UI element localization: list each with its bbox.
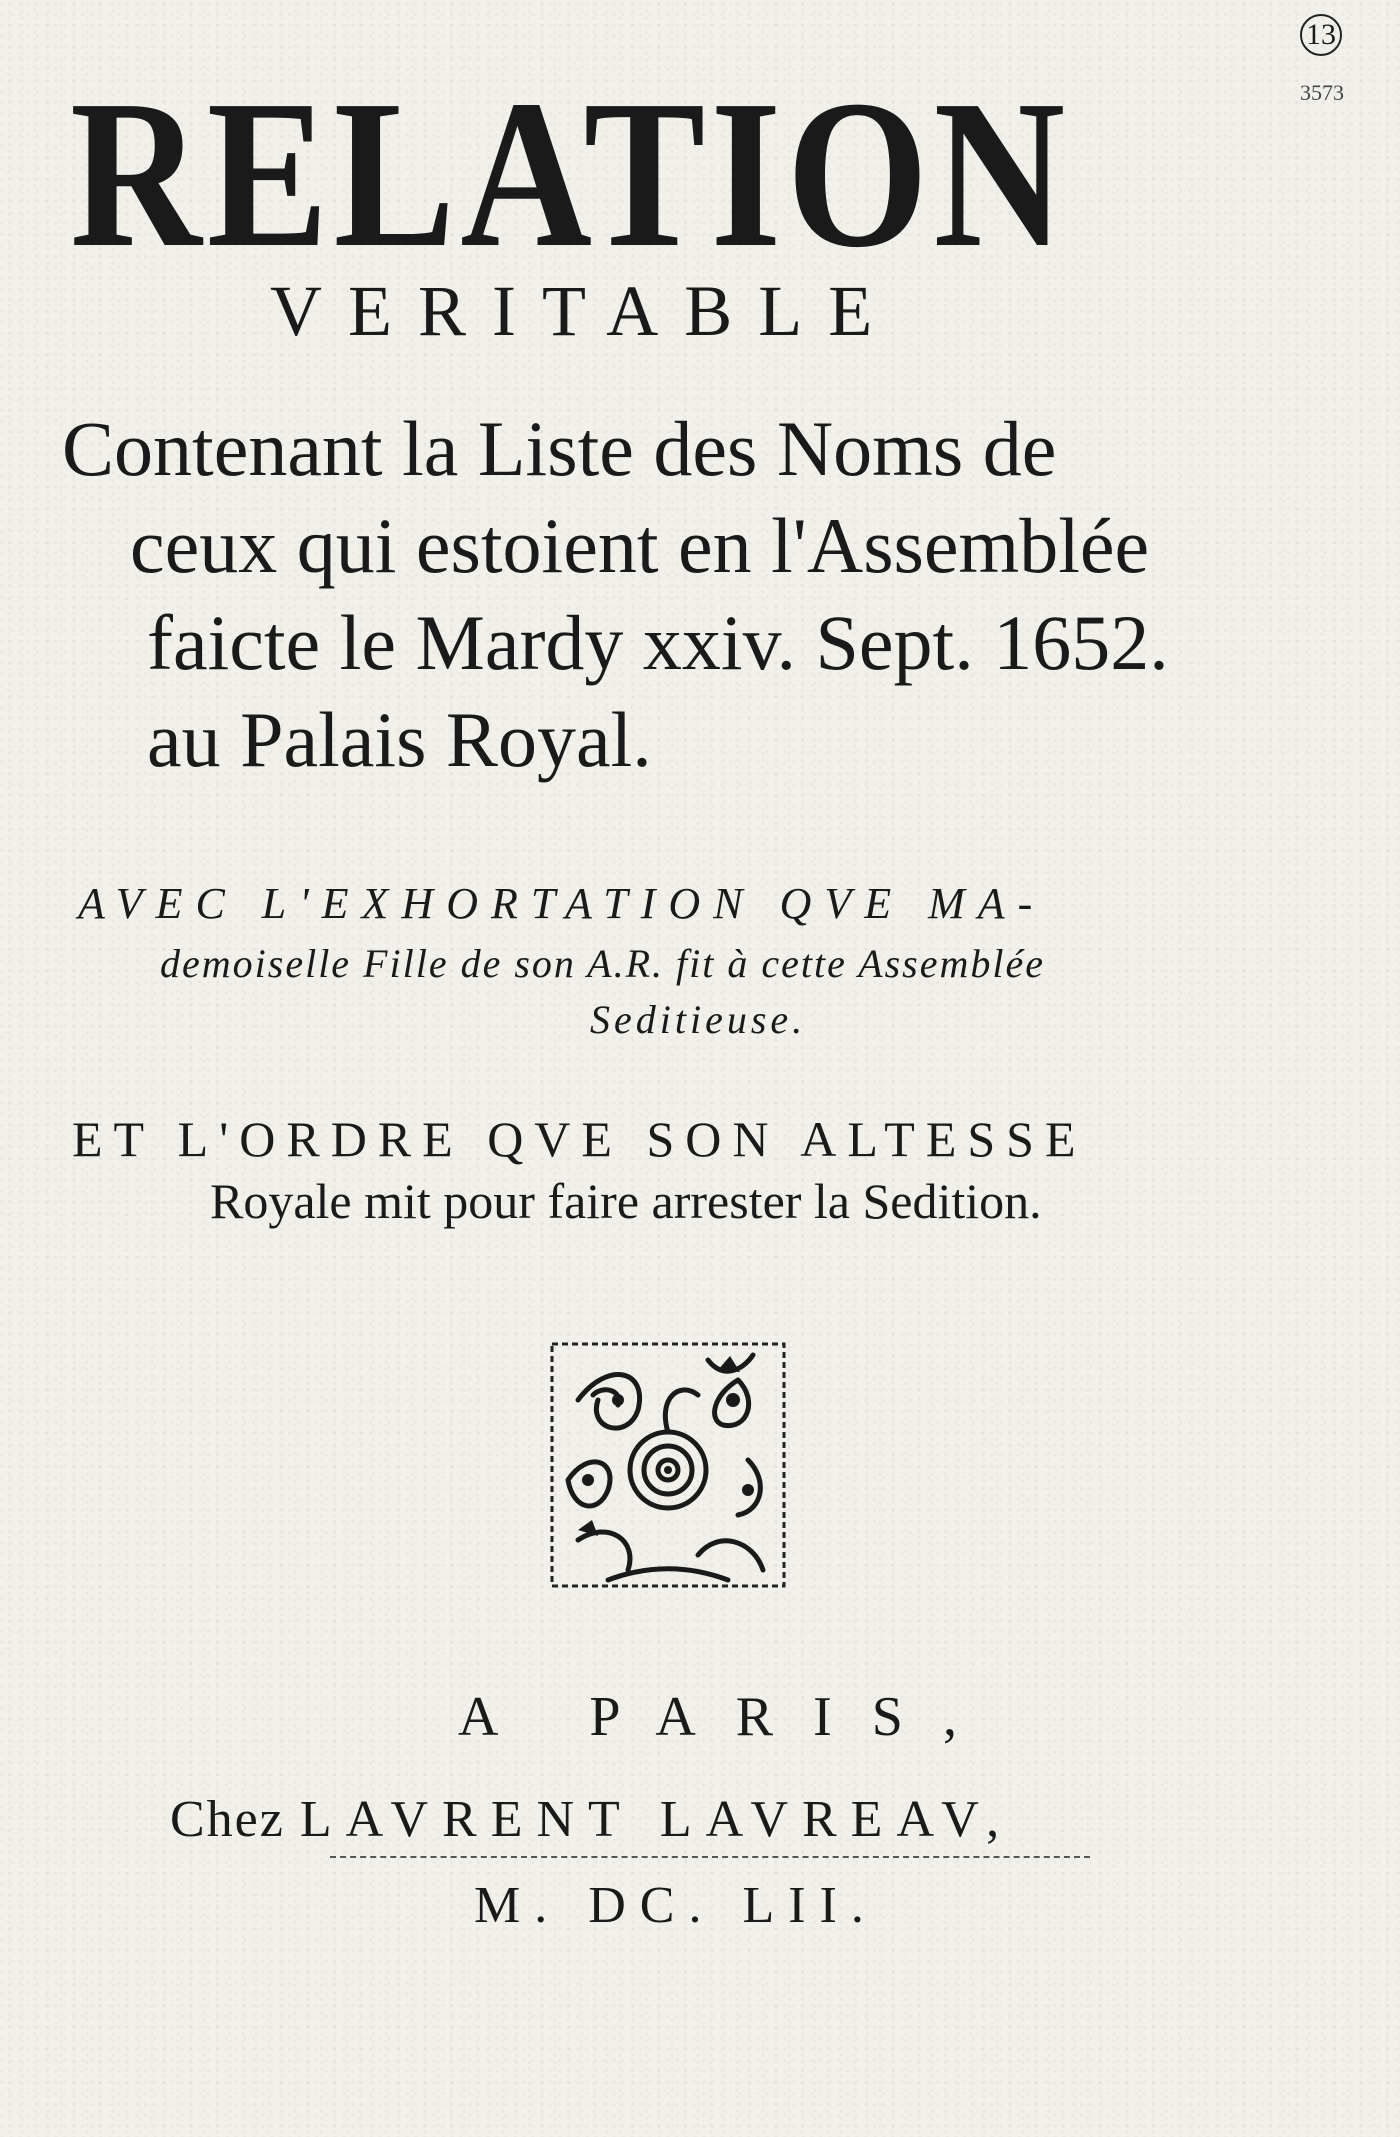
imprint-city: A PARIS, [458, 1686, 997, 1748]
shelf-number: 13 [1300, 14, 1342, 56]
exhortation-line-2: demoiselle Fille de son A.R. fit à cette Assemblée [160, 941, 1045, 986]
ordre-line-1: ET L'ORDRE QVE SON ALTESSE [72, 1111, 1087, 1167]
shelf-mark-sub: 3573 [1300, 80, 1344, 105]
imprint-year: M. DC. LII. [474, 1877, 878, 1934]
subtitle-line: faicte le Mardy xxiv. Sept. 1652. [147, 599, 1169, 686]
floral-woodcut-ornament-icon [548, 1340, 788, 1590]
subtitle-line: au Palais Royal. [147, 696, 652, 783]
library-shelf-mark [1300, 14, 1342, 56]
exhortation-line-1: AVEC L'EXHORTATION QVE MA- [78, 879, 1046, 928]
imprint-chez: Chez [170, 1791, 285, 1848]
imprint-printer: LAVRENT LAVREAV, [299, 1791, 1014, 1848]
imprint-printer-line [170, 1790, 1013, 1849]
subtitle-line: Contenant la Liste des Noms de [62, 405, 1057, 492]
subtitle-block [62, 400, 1212, 788]
imprint-rule [330, 1856, 1090, 1858]
subtitle-line: ceux qui estoient en l'Assemblée [130, 502, 1150, 589]
ordre-line-2: Royale mit pour faire arrester la Sedition. [210, 1173, 1042, 1229]
main-title: RELATION [70, 56, 1071, 291]
title-veritable: VERITABLE [270, 271, 899, 351]
exhortation-line-3: Seditieuse. [590, 997, 807, 1042]
